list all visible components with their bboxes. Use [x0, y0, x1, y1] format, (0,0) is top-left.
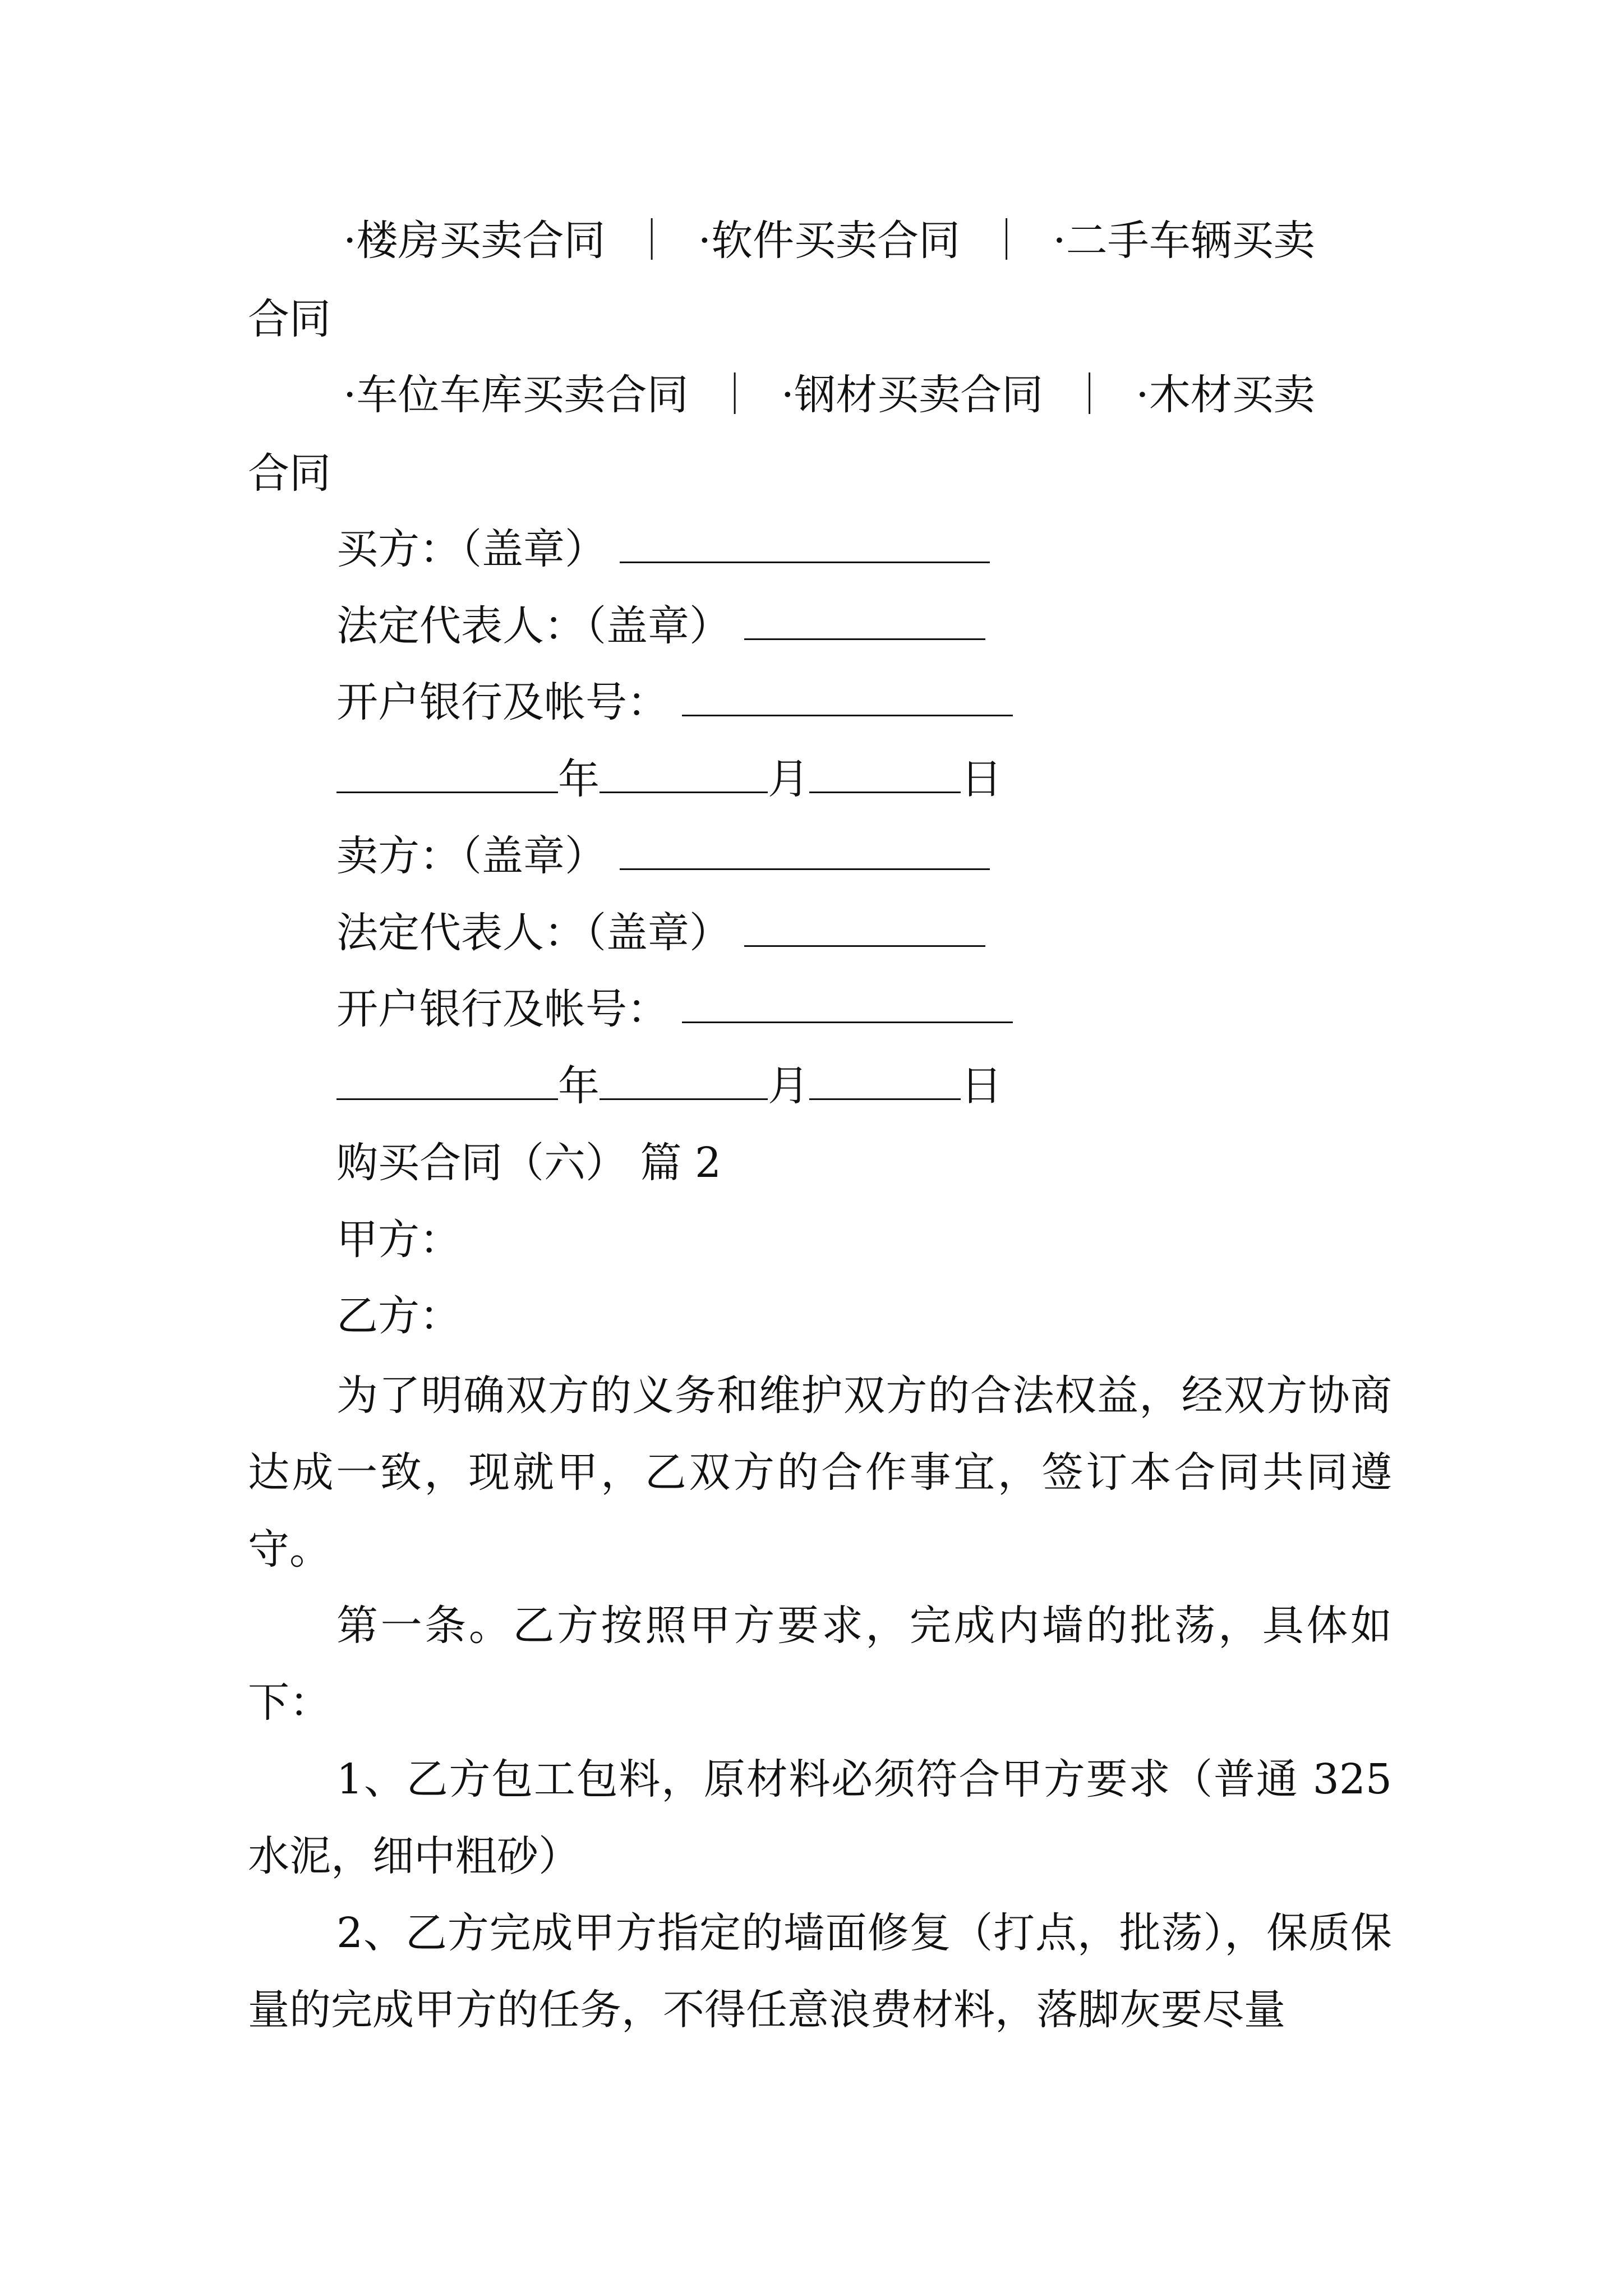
buyer-year-blank: [336, 757, 558, 793]
seller-day-blank: [809, 1064, 961, 1100]
paragraph-item-2: [248, 1895, 1392, 2049]
link-separator: ｜: [985, 217, 1027, 265]
seller-rep-blank: [744, 910, 985, 947]
buyer-party-label: 买方：（盖章）: [336, 525, 606, 573]
buyer-rep-line: [336, 601, 985, 651]
paragraph-purpose: [248, 1358, 1392, 1588]
buyer-bank-label: 开户银行及帐号：: [336, 678, 668, 726]
seller-month-blank: [600, 1064, 768, 1100]
related-links-row-1: [343, 216, 1315, 265]
paragraph-item-1-text: 1、乙方包工包料，原材料必须符合甲方要求（普通 325 水泥，细中粗砂）: [248, 1755, 1392, 1880]
buyer-date-line: [336, 754, 1002, 804]
seller-bank-line: [336, 984, 1013, 1034]
related-link-steel-sale[interactable]: ·钢材买卖合同: [781, 371, 1044, 419]
seller-year-label: 年: [558, 1062, 600, 1110]
buyer-party-blank: [620, 527, 990, 563]
party-b-label: 乙方：: [336, 1292, 461, 1340]
paragraph-article-1-text: 第一条。乙方按照甲方要求，完成内墙的批荡，具体如下：: [248, 1602, 1392, 1727]
link-separator: ｜: [631, 217, 673, 265]
related-link-software-sale[interactable]: ·软件买卖合同: [698, 217, 961, 265]
paragraph-item-1: [248, 1741, 1392, 1895]
seller-date-line: [336, 1061, 1002, 1111]
seller-rep-line: [336, 908, 985, 958]
related-link-timber-sale-wrap[interactable]: 合同: [248, 449, 331, 498]
buyer-day-blank: [809, 757, 961, 793]
buyer-month-label: 月: [768, 755, 809, 803]
buyer-rep-blank: [744, 604, 985, 640]
section-title: 购买合同（六） 篇 2: [336, 1139, 722, 1187]
buyer-year-label: 年: [558, 755, 600, 803]
related-links-row-2: [343, 370, 1315, 420]
seller-day-label: 日: [961, 1062, 1002, 1110]
paragraph-item-2-text: 2、乙方完成甲方指定的墙面修复（打点，批荡），保质保量的完成甲方的任务，不得任意浪费材料，落脚灰要尽量: [248, 1909, 1392, 2034]
seller-rep-label: 法定代表人：（盖章）: [336, 909, 731, 957]
buyer-party-line: [336, 524, 990, 574]
seller-month-label: 月: [768, 1062, 809, 1110]
related-link-used-vehicle-sale-wrap[interactable]: 合同: [248, 295, 331, 343]
related-link-used-vehicle-sale[interactable]: ·二手车辆买卖: [1053, 217, 1315, 265]
seller-party-label: 卖方：（盖章）: [336, 832, 606, 880]
link-separator: ｜: [1068, 371, 1110, 419]
seller-bank-blank: [682, 987, 1013, 1023]
related-link-parking-garage-sale[interactable]: ·车位车库买卖合同: [343, 371, 689, 419]
buyer-bank-blank: [682, 680, 1013, 716]
seller-party-line: [336, 831, 990, 881]
buyer-month-blank: [600, 757, 768, 793]
related-link-timber-sale[interactable]: ·木材买卖: [1136, 371, 1315, 419]
seller-party-blank: [620, 834, 990, 870]
paragraph-purpose-text: 为了明确双方的义务和维护双方的合法权益，经双方协商达成一致，现就甲，乙双方的合作事宜，签订本合同共同遵守。: [248, 1372, 1392, 1573]
seller-year-blank: [336, 1064, 558, 1100]
buyer-rep-label: 法定代表人：（盖章）: [336, 602, 731, 650]
paragraph-article-1: [248, 1588, 1392, 1741]
party-a-label: 甲方：: [336, 1216, 461, 1264]
related-link-building-sale[interactable]: ·楼房买卖合同: [343, 217, 606, 265]
seller-bank-label: 开户银行及帐号：: [336, 985, 668, 1033]
buyer-bank-line: [336, 678, 1013, 727]
buyer-day-label: 日: [961, 755, 1002, 803]
link-separator: ｜: [714, 371, 756, 419]
